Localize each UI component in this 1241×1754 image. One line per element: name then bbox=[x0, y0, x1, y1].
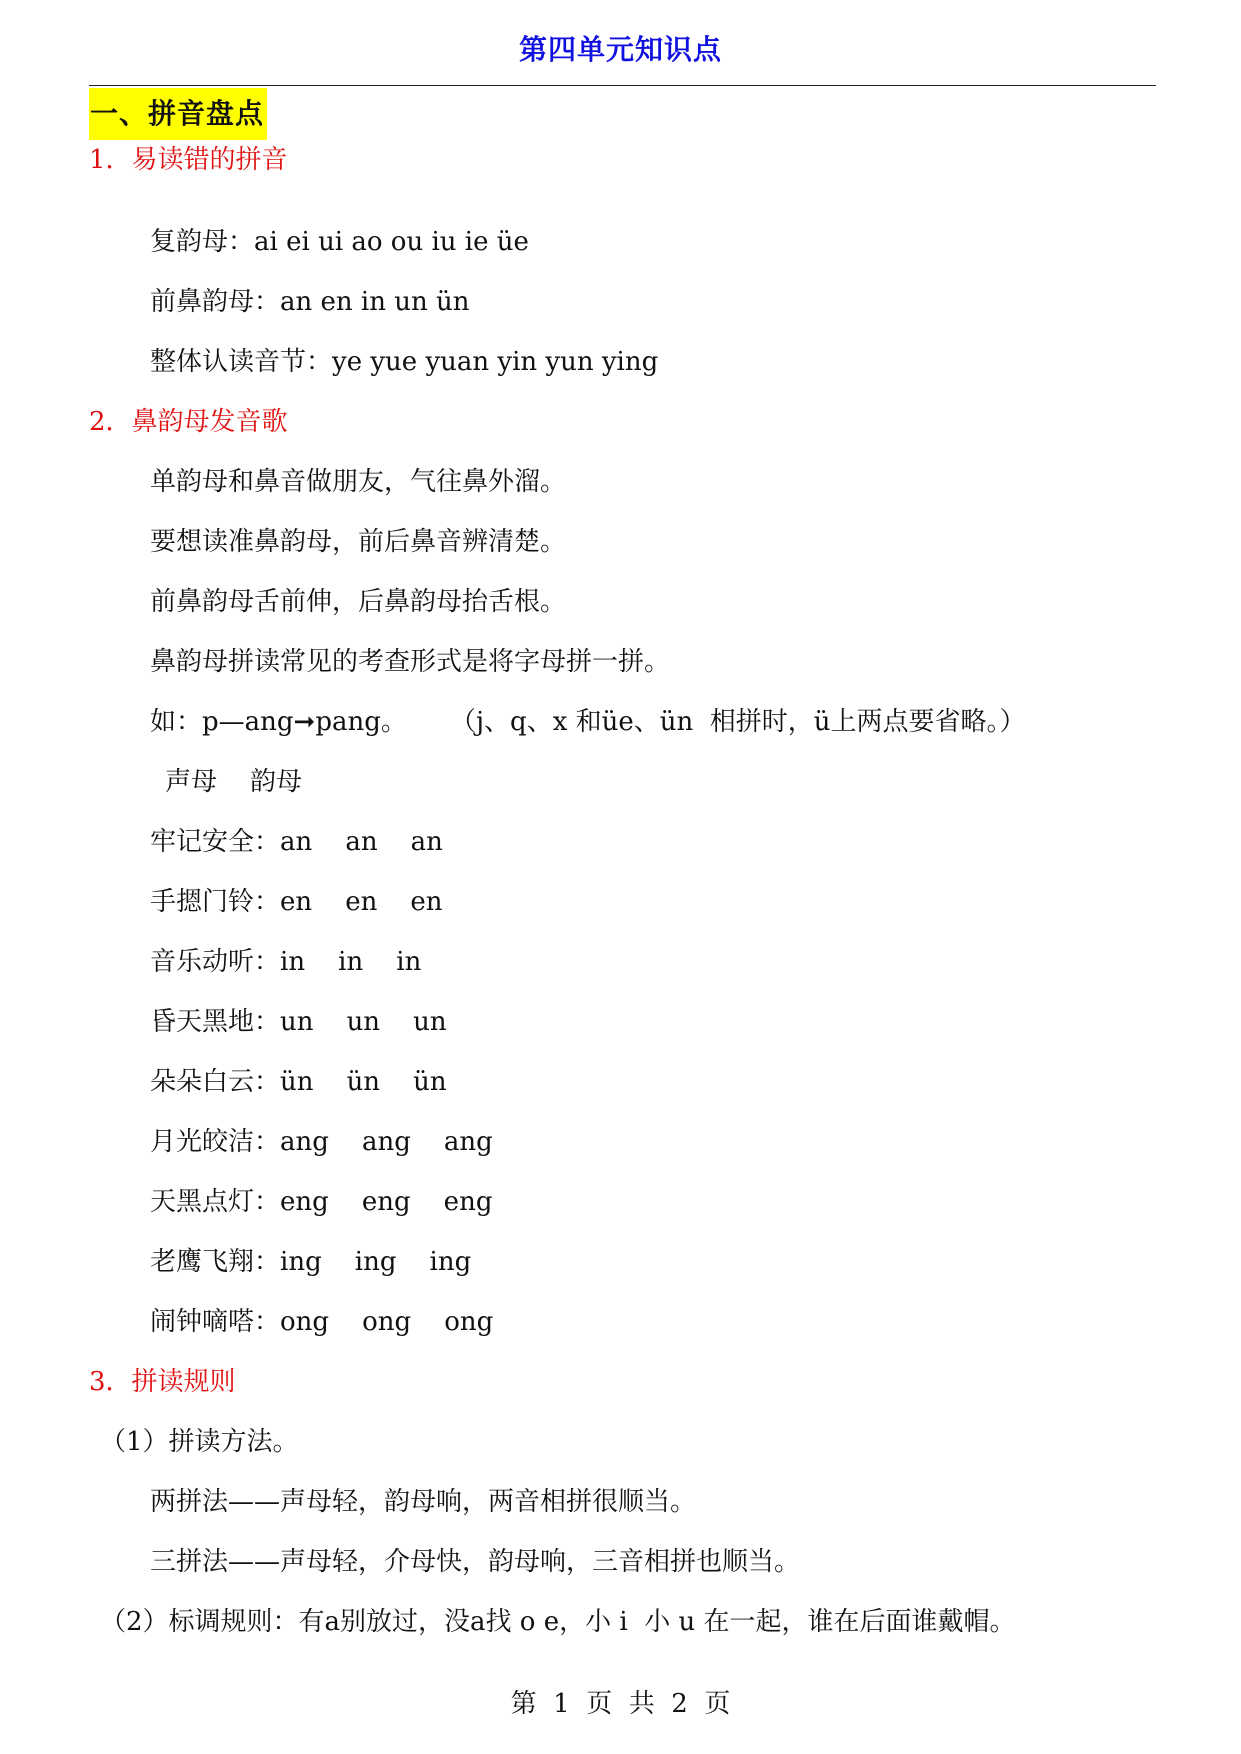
rule-two-method: 两拼法——声母轻，韵母响，两音相拼很顺当。 bbox=[150, 1487, 697, 1517]
rhyme-line bbox=[150, 1184, 492, 1220]
arrow-icon: ➞ bbox=[293, 707, 316, 737]
section-heading: 一、拼音盘点 bbox=[89, 88, 267, 140]
page-footer: 第 1 页 共 2 页 bbox=[510, 1689, 731, 1719]
rhyme-line bbox=[150, 1064, 447, 1100]
heading-spelling-rules: 3．拼读规则 bbox=[89, 1367, 236, 1397]
rhyme-line bbox=[150, 1244, 471, 1280]
line-whole-syllables bbox=[150, 344, 658, 380]
line-compound-finals bbox=[150, 224, 529, 260]
rhyme-line bbox=[150, 1124, 493, 1160]
label-final: 韵母 bbox=[250, 767, 303, 797]
rhyme-value: eng eng eng bbox=[280, 1187, 493, 1217]
rhyme-value: en en en bbox=[280, 887, 443, 917]
rhyme-line bbox=[150, 884, 443, 920]
rhyme-line bbox=[150, 824, 443, 860]
song-line: 要想读准鼻韵母，前后鼻音辨清楚。 bbox=[150, 527, 567, 557]
rhyme-label: 朵朵白云： bbox=[150, 1067, 281, 1097]
song-line: 鼻韵母拼读常见的考查形式是将字母拼一拼。 bbox=[150, 647, 671, 677]
rhyme-value: ing ing ing bbox=[280, 1247, 472, 1277]
line-value: ai ei ui ao ou iu ie üe bbox=[254, 227, 529, 257]
rule-three-method: 三拼法——声母轻，介母快，韵母响，三音相拼也顺当。 bbox=[150, 1547, 801, 1577]
rule-method-title: （1）拼读方法。 bbox=[100, 1427, 299, 1457]
header-rule bbox=[89, 85, 1156, 86]
song-line: 前鼻韵母舌前伸，后鼻韵母抬舌根。 bbox=[150, 587, 567, 617]
line-front-nasal-finals bbox=[150, 284, 470, 320]
rhyme-value: ang ang ang bbox=[280, 1127, 493, 1157]
rhyme-value: in in in bbox=[280, 947, 422, 977]
rhyme-line bbox=[150, 1304, 493, 1340]
rhyme-label: 音乐动听： bbox=[150, 947, 281, 977]
line-label: 整体认读音节： bbox=[150, 347, 333, 377]
example-note: （j、q、x 和üe、ün 相拼时，ü上两点要省略。） bbox=[450, 707, 1026, 737]
heading-easy-pinyin: 1．易读错的拼音 bbox=[89, 145, 288, 175]
rhyme-value: ün ün ün bbox=[280, 1067, 447, 1097]
rhyme-label: 老鹰飞翔： bbox=[150, 1247, 281, 1277]
rhyme-value: un un un bbox=[280, 1007, 447, 1037]
rhyme-line bbox=[150, 944, 421, 980]
example-prefix: 如：p—ang bbox=[150, 707, 294, 737]
line-label: 复韵母： bbox=[150, 227, 255, 257]
rhyme-label: 月光皎洁： bbox=[150, 1127, 281, 1157]
page-title: 第四单元知识点 bbox=[518, 33, 722, 66]
rhyme-label: 闹钟嘀嗒： bbox=[150, 1307, 281, 1337]
line-value: an en in un ün bbox=[280, 287, 470, 317]
rhyme-value: an an an bbox=[280, 827, 443, 857]
rhyme-value: ong ong ong bbox=[280, 1307, 494, 1337]
example-line bbox=[150, 704, 407, 740]
rule-tone: （2）标调规则：有a别放过，没a找 o e，小 i 小 u 在一起，谁在后面谁戴帽。 bbox=[100, 1607, 1016, 1637]
rhyme-label: 昏天黑地： bbox=[150, 1007, 281, 1037]
label-initial: 声母 bbox=[165, 767, 218, 797]
song-line: 单韵母和鼻音做朋友，气往鼻外溜。 bbox=[150, 467, 567, 497]
example-result: pang。 bbox=[315, 707, 407, 737]
rhyme-label: 牢记安全： bbox=[150, 827, 281, 857]
rhyme-label: 手摁门铃： bbox=[150, 887, 281, 917]
line-value: ye yue yuan yin yun ying bbox=[332, 347, 659, 377]
rhyme-line bbox=[150, 1004, 447, 1040]
rhyme-label: 天黑点灯： bbox=[150, 1187, 281, 1217]
line-label: 前鼻韵母： bbox=[150, 287, 281, 317]
heading-nasal-song: 2．鼻韵母发音歌 bbox=[89, 407, 288, 437]
